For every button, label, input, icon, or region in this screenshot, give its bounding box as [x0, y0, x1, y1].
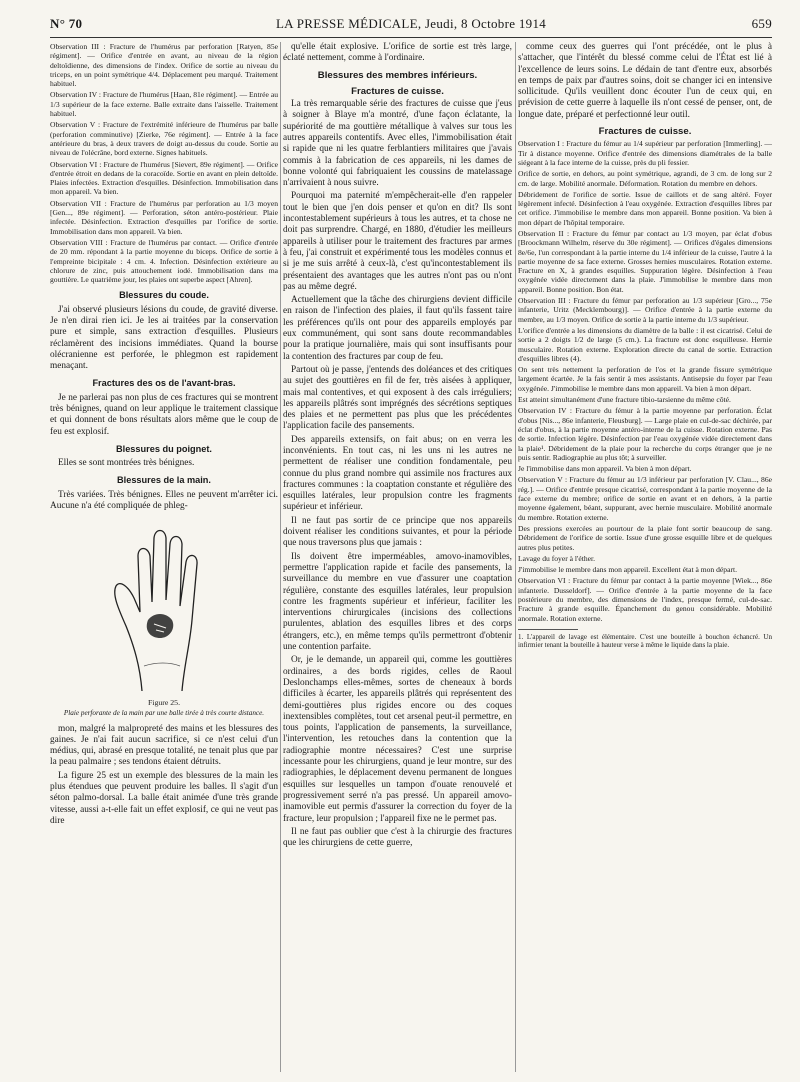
section-heading-hand: Blessures de la main. — [117, 475, 211, 486]
paragraph-6: Il ne faut pas sortir de ce principe que nos appareils doivent réaliser les conditions suivantes, et pour la période que nous traversons plus que jamais : — [283, 515, 512, 549]
observation-3-c: On sent très nettement la perforation de l'os et la grande fissure symétrique largement écartée. Je la fais sentir à mes assistants. Antisepsie du foyer par l'eau oxygénée. J'immobilise le membre dans mon appareil. Va bien à mon départ. — [518, 365, 772, 393]
paragraph-2: Pourquoi ma paternité m'empêcherait-elle d'en rappeler tout le bien que j'en dois penser et qu'on en dit? Ils sont incontestablement supérieurs à tous les autres, et ta chose ne doit pas surprendre. Chargé, en 1880, d'étudier les meilleurs appareils à utiliser pour le traitement des fractures par armes à feu, j'ai construit et expérimenté tous les modèles connus et si je me suis arrêté à ceux-là, c'est qu'incontestablement ils présentaient des avantages que les autres n'ont pas ou n'ont pas au même degré. — [283, 191, 512, 292]
figure-label: Figure 25. — [147, 698, 181, 708]
section-heading-thigh-fractures: Fractures de cuisse. — [351, 85, 444, 97]
observation-4-b: Je l'immobilise dans mon appareil. Va bien à mon départ. — [518, 464, 692, 474]
paragraph-wrist: Elles se sont montrées très bénignes. — [58, 458, 195, 469]
observation-6: Observation VI : Fracture de l'humérus [Sievert, 89e régiment]. — Orifice d'entrée étroit en dedans de la coracoïde. Sortie en avant en plein deltoïde. Plaies infectées. Extraction d'esquilles. Désinfection. Immobilisation dans mon appareil. Va bien. — [50, 159, 278, 197]
figure-25 — [50, 516, 278, 717]
observation-2: Observation II : Fracture du fémur par contact au 1/3 moyen, par éclat d'obus [Broockmann Wilhelm, réserve du 30e régiment]. — Orifices d'égales dimensions 8e/6e, l'un correspondant à la partie interne du 1/4 inférieur de la cuisse, l'autre à la partie moyenne de sa face externe. Grosses hernies musculaires. Rotation externe. Fracture en X, à grandes esquilles. Suppuration légère. Désinfection à l'eau oxygénée vidée directement dans la plaie. J'immobilise le membre dans mon appareil. Bonne position. Bon état. — [518, 229, 772, 294]
section-heading-lower-limbs: Blessures des membres inférieurs. — [317, 69, 478, 81]
paragraph-7: Ils doivent être imperméables, amovo-inamovibles, permettre l'application rapide et facile des pansements, la surveillance du membre en vue d'assurer une coaptation régulière, constante des esquilles latérales, leur propulsion contre les fragments supérieur et inférieur, faciliter les interventions chirurgicales (incisions des collections purulentes, ablation des esquilles libres et des corps étrangers, etc.), en même temps qu'ils permettront d'obtenir une contention parfaite. — [283, 551, 512, 653]
paragraph-5: Des appareils extensifs, on fait abus; on en verra les inconvénients. En tout cas, ni les uns ni les autres ne permettent de réaliser une condition fondamentale, peu connue du plus grand nombre qui assimile nos fractures aux fractures communes : la coaptation constante et régulière des esquilles latérales, leur propulsion contre les fragments supérieur et inférieur. — [283, 434, 512, 513]
section-heading-wrist: Blessures du poignet. — [116, 443, 212, 454]
paragraph-4: Partout où je passe, j'entends des doléances et des critiques au sujet des gouttières en fil de fer, très aisées à appliquer, mais mal contentives, et qui exposent à des cals irréguliers; les appareils plâtrés sont imprégnés des sécrétions septiques des plaies et ne permettent pas plus que les précédentes l'application facile des pansements. — [283, 364, 512, 432]
page-header — [50, 16, 772, 36]
paragraph-9: Il ne faut pas oublier que c'est à la chirurgie des fractures que les chirurgiens de cette guerre, — [283, 826, 512, 849]
journal-title: LA PRESSE MÉDICALE, Jeudi, 8 Octobre 1914 — [275, 16, 547, 31]
header-rule — [50, 37, 772, 38]
footnote-rule — [518, 629, 578, 630]
observation-1: Observation I : Fracture du fémur au 1/4 supérieur par perforation [Immerling]. — Tir à distance moyenne. Orifice d'entrée des dimensions diamétrales de la balle siégeant à la face interne de la cuisse, près du pli fessier. — [518, 139, 772, 167]
section-heading-thigh-fractures: Fractures de cuisse. — [598, 126, 692, 138]
observation-3-b: L'orifice d'entrée a les dimensions du diamètre de la balle : il est cicatrisé. Celui de sortie a 2 doigts 1/2 de large (5 cm.). La fracture est donc esquilleuse. Hernie musculaire. Rotation externe. Exploration directe du canal de sortie. Extraction d'esquilles libres (4). — [518, 325, 772, 363]
paragraph-elbow: J'ai observé plusieurs lésions du coude, de gravité diverse. Je n'en dirai rien ici. Je les ai traitées par la conservation pure et simple, sans extraction d'esquilles. Plusieurs réclamèrent des incisions immédiates. Quand la bourse olécranienne est perforée, le phlegmon est rapidement menaçant. — [50, 304, 278, 372]
observation-5: Observation V : Fracture du fémur au 1/3 inférieur par perforation [V. Clau..., 86e rég.]. — Orifice d'entrée presque cicatrisé, correspondant à la partie moyenne de la face externe du membre; orifice de sortie en avant et en dehors, à la partie moyenne également, béant, suppurant, avec hernie musculaire. Mobilité anormale du membre. Rotation externe. — [518, 475, 772, 522]
paragraph-3: Actuellement que la tâche des chirurgiens devient difficile en raison de l'infection des plaies, il faut qu'ils fassent taire les préférences qu'ils ont pour des appareils employés par eux communément, qui sont sans doute recommandables pour la pratique journalière, mais qui sont insuffisants pour la contention des fractures par coup de feu. — [283, 295, 512, 362]
column-separator — [515, 42, 516, 1072]
paragraph-intro: qu'elle était explosive. L'orifice de sortie est très large, éclaté nettement, comme à l'ordinaire. — [283, 42, 512, 64]
paragraph-figure-25: La figure 25 est un exemple des blessures de la main les plus étendues que peuvent produire les balles. Il s'agit d'un séton palmo-dorsal. La balle était animée d'une très grande vitesse, aussi a-t-elle fait un effet explosif, ce qui ne veut pas dire — [50, 770, 278, 826]
column-1 — [50, 42, 278, 1072]
footnote: 1. L'appareil de lavage est élémentaire. C'est une bouteille à bouchon échancré. Un infirmier tenant la bouteille à hauteur verse à même le liquide dans la plaie. — [518, 632, 772, 650]
observation-7: Observation VII : Fracture de l'humérus par perforation au 1/3 moyen [Gen..., 89e régiment]. — Perforation, séton antéro-postérieur. Plaie infectée. Désinfection. Extraction d'esquilles par l'orifice de sortie. Immobilisation dans mon appareil. Va bien. — [50, 198, 278, 236]
observation-5-d: J'immobilise le membre dans mon appareil. Excellent état à mon départ. — [518, 565, 737, 575]
issue-number: N° 70 — [50, 16, 83, 31]
observation-5-b: Des pressions exercées au pourtour de la plaie font sortir beaucoup de sang. Débridement de l'orifice de sortie. Issue d'une grosse esquille libre et de quelques autres plus petites. — [518, 523, 772, 552]
observation-4: Observation IV : Fracture du fémur à la partie moyenne par perforation. Éclat d'obus [Nis..., 86e infanterie, Fleusburg]. — Large plaie en cul-de-sac déchirée, par éclat d'obus, à la partie moyenne antéro-interne de la cuisse. Rotation externe. Pas de sortie. Infection légère. Désinfection par l'eau oxygénée vidée directement dans la plaie¹. Débridement de la plaie pour la recherche du corps étranger que je ne puis sentir. Radiographie au plus tôt; à surveiller. — [518, 406, 772, 462]
observation-5-c: Lavage du foyer à l'éther. — [518, 553, 596, 563]
observation-6: Observation VI : Fracture du fémur par contact à la partie moyenne [Wiek..., 86e infanterie. Dusseldorf]. — Orifice d'entrée à la partie moyenne de la face postérieure du membre, des dimensions de l'index, presque fermé, cul-de-sac. Fracture à grande esquille. Épanchement du genou considérable. Mobilité anormale. Rotation externe. — [518, 576, 772, 623]
observation-3-d: Est atteint simultanément d'une fracture tibio-tarsienne du même côté. — [518, 395, 731, 405]
observation-3: Observation III : Fracture de l'humérus par perforation [Ratyen, 85e régiment]. — Orifice d'entrée en avant, au niveau de la région deltoïdienne, des dimensions de l'index. Orifice de sortie au niveau du triceps, en un point symétrique 4/4. Déplacement peu marqué. Traitement habituel. — [50, 42, 278, 89]
observation-5: Observation V : Fracture de l'extrémité inférieure de l'humérus par balle (perforation comminutive) [Zierke, 76e régiment]. — Entrée à la face antérieure du bras, à deux travers de doigt au-dessus du coude. Sortie au niveau de l'olécrâne, bord externe. Signes habituels. — [50, 120, 278, 158]
figure-caption: Plaie perforante de la main par une balle tirée à très courte distance. — [63, 708, 265, 717]
observation-1-b: Orifice de sortie, en dehors, au point symétrique, agrandi, de 3 cm. de long sur 2 cm. de large. Mobilité anormale. Déformation. Rotation du membre en dehors. — [518, 169, 772, 188]
column-2 — [283, 42, 512, 1072]
observation-4: Observation IV : Fracture de l'humérus [Haan, 81e régiment]. — Entrée au 1/3 supérieur de la face externe. Balle extraite dans l'aisselle. Traitement habituel. — [50, 90, 278, 119]
observation-8: Observation VIII : Fracture de l'humérus par contact. — Orifice d'entrée de 20 mm. répondant à la partie moyenne du biceps. Orifice de sortie à l'empreinte bicipitale : 4 cm. 4. Infection. Désinfection extérieure au chlorure de zinc, puis attouchement iodé. Immobilisation dans ma gouttière. Le quatrième jour, les plaies ont superbe aspect [Ahren]. — [50, 237, 278, 285]
paragraph-forearm: Je ne parlerai pas non plus de ces fractures qui se montrent très bénignes, quand on leur applique le traitement classique et qui donnent de bons résultats alors même que le coup de feu est explosif. — [50, 392, 278, 437]
paragraph-continuation: comme ceux des guerres qui l'ont précédée, ont le plus à s'attacher, que l'intérêt du blessé comme celui de l'État est lié à l'excellence de leurs soins. Le dédain de tant d'entre eux, absorbés en temps de paix par d'autres soins, doit se changer ici en intensive sollicitude. Qu'ils veuillent donc écouter l'un de ceux qui, en prévision de cette guerre à laquelle ils n'ont cessé de penser, ont, de longue date, préparé et perfectionné leur outil. — [518, 42, 772, 120]
paragraph-hand: Très variées. Très bénignes. Elles ne peuvent m'arrêter ici. Aucune n'a été compliquée de phleg- — [50, 489, 278, 511]
paragraph-1: La très remarquable série des fractures de cuisse que j'eus à soigner à Blaye m'a montré, d'une façon éclatante, la supériorité de ma gouttière métallique à valves sur tous les autres appareils contentifs. Avec elles, l'immobilisation était si rapide que ni les quatre ferblantiers militaires que j'avais commis à la fabrication de ces appareils, ni les dames de bonne volonté qui fabriquaient les coussins de matelassage n'arrivaient à nous suivre. — [283, 99, 512, 189]
column-3 — [518, 42, 772, 1072]
observation-3: Observation III : Fracture du fémur par perforation au 1/3 supérieur [Gro..., 75e infanterie, Uritz (Mecklembourg)]. — Orifice d'entrée à la partie externe du membre, au 1/3 moyen. Orifice de sortie à la partie interne du 1/3 supérieur. — [518, 296, 772, 324]
section-heading-forearm: Fractures des os de l'avant-bras. — [92, 378, 236, 389]
observation-1-c: Débridement de l'orifice de sortie. Issue de caillots et de sang altéré. Foyer légèrement infecté. Désinfection à l'eau oxygénée. Extraction d'esquilles libres par cet orifice. J'immobilise le membre dans mon appareil. Bonne position. Va bien à mon départ de l'hôpital temporaire. — [518, 189, 772, 227]
page-number: 659 — [751, 16, 772, 31]
column-separator — [280, 42, 281, 1072]
paragraph-mon: mon, malgré la malpropreté des mains et les blessures des gaines. Je n'ai fait aucun sacrifice, si ce n'est celui d'un médius, qui, abrasé en presque totalité, ne tenait plus que par la peau palmaire ; ses tendons étaient détruits. — [50, 723, 278, 768]
hand-wound-illustration — [104, 516, 224, 696]
section-heading-elbow: Blessures du coude. — [119, 290, 209, 301]
paragraph-8: Or, je le demande, un appareil qui, comme les gouttières ordinaires, a des bords rigides, celles de Raoul Deslonchamps elles-mêmes, sortes de cheneaux à bords difficiles à écarter, les appareils plâtrés qui représentent des demi-gouttières plus rigides encore ou des coques inextensibles complètes, tout cet arsenal peut-il permettre, en tous points, l'application de pansements, la surveillance, l'intervention, les retouches dans la contention que la radiographie montre nécessaires? C'est une surprise incessante pour les chirurgiens, quand je leur montre, sur des radiographies, le déplacement devenu permanent de longues esquilles sur lesquelles un tampon d'ouate renouvelé et progressivement serré n'a pas pressé. Un appareil amovo-inamovible eut permis d'assurer la correction du foyer de la fracture, leur propulsion ; l'appareil fixe ne le permet pas. — [283, 655, 512, 824]
